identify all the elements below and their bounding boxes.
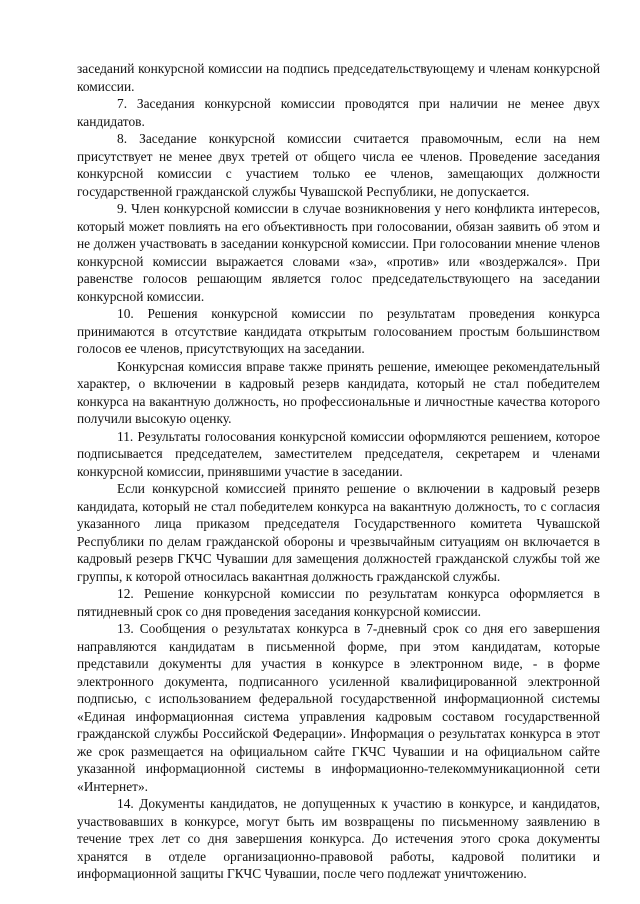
paragraph-item-10-reserve: Конкурсная комиссия вправе также принять решение, имеющее рекомендательный характер, о включении в кадровый резерв кандидата, который не стал победителем конкурса на вакантную должность, но профессиональные и личностные качества которого получили высокую оценку.	[77, 358, 600, 426]
paragraph-item-11-reserve: Если конкурсной комиссией принято решение о включении в кадровый резерв кандидата, который не стал победителем конкурса на вакантную должность, то с согласия указанного лица приказом председателя Государственного комитета Чувашской Республики по делам гражданской обороны и чрезвычайным ситуациям он включается в кадровый резерв ГКЧС Чувашии для замещения должностей гражданской службы той же группы, к которой относилась вакантная должность гражданской службы.	[77, 481, 600, 584]
paragraph-item-14: 14. Документы кандидатов, не допущенных к участию в конкурсе, и кандидатов, участвовавших в конкурсе, могут быть им возвращены по письменному заявлению в течение трех лет со дня завершения конкурса. До истечения этого срока документы хранятся в отделе организационно-правовой работы, кадровой политики и информационной защиты ГКЧС Чувашии, после чего подлежат уничтожению.	[77, 796, 600, 881]
paragraph-item-7: 7. Заседания конкурсной комиссии проводятся при наличии не менее двух кандидатов.	[77, 96, 600, 129]
paragraph-item-10: 10. Решения конкурсной комиссии по результатам проведения конкурса принимаются в отсутствие кандидата открытым голосованием простым большинством голосов ее членов, присутствующих на заседании.	[77, 306, 600, 356]
paragraph-item-13: 13. Сообщения о результатах конкурса в 7-дневный срок со дня его завершения направляются кандидатам в письменной форме, при этом кандидатам, которые представили документы для участия в конкурсе в электронном виде, - в форме электронного документа, подписанного усиленной квалифицированной электронной подписью, с использованием федеральной государственной информационной системы «Единая информационная система управления кадровым составом государственной гражданской службы Российской Федерации». Информация о результатах конкурса в этот же срок размещается на официальном сайте ГКЧС Чувашии и на официальном сайте указанной информационной системы в информационно-телекоммуникационной сети «Интернет».	[77, 621, 600, 794]
paragraph-item-9: 9. Член конкурсной комиссии в случае возникновения у него конфликта интересов, который может повлиять на его объективность при голосовании, обязан заявить об этом и не должен участвовать в заседании конкурсной комиссии. При голосовании мнение членов конкурсной комиссии выражается словами «за», «против» или «воздержался». При равенстве голосов решающим является голос председательствующего на заседании конкурсной комиссии.	[77, 201, 600, 304]
paragraph-continuation: заседаний конкурсной комиссии на подпись председательствующему и членам конкурсной комиссии.	[77, 61, 600, 94]
paragraph-item-8: 8. Заседание конкурсной комиссии считается правомочным, если на нем присутствует не менее двух третей от общего числа ее членов. Проведение заседания конкурсной комиссии с участием только ее членов, замещающих должности государственной гражданской службы Чувашской Республики, не допускается.	[77, 131, 600, 199]
paragraph-item-12: 12. Решение конкурсной комиссии по результатам конкурса оформляется в пятидневный срок со дня проведения заседания конкурсной комиссии.	[77, 586, 600, 619]
paragraph-item-11: 11. Результаты голосования конкурсной комиссии оформляются решением, которое подписывается председателем, заместителем председателя, секретарем и членами конкурсной комиссии, принявшими участие в заседании.	[77, 428, 600, 479]
